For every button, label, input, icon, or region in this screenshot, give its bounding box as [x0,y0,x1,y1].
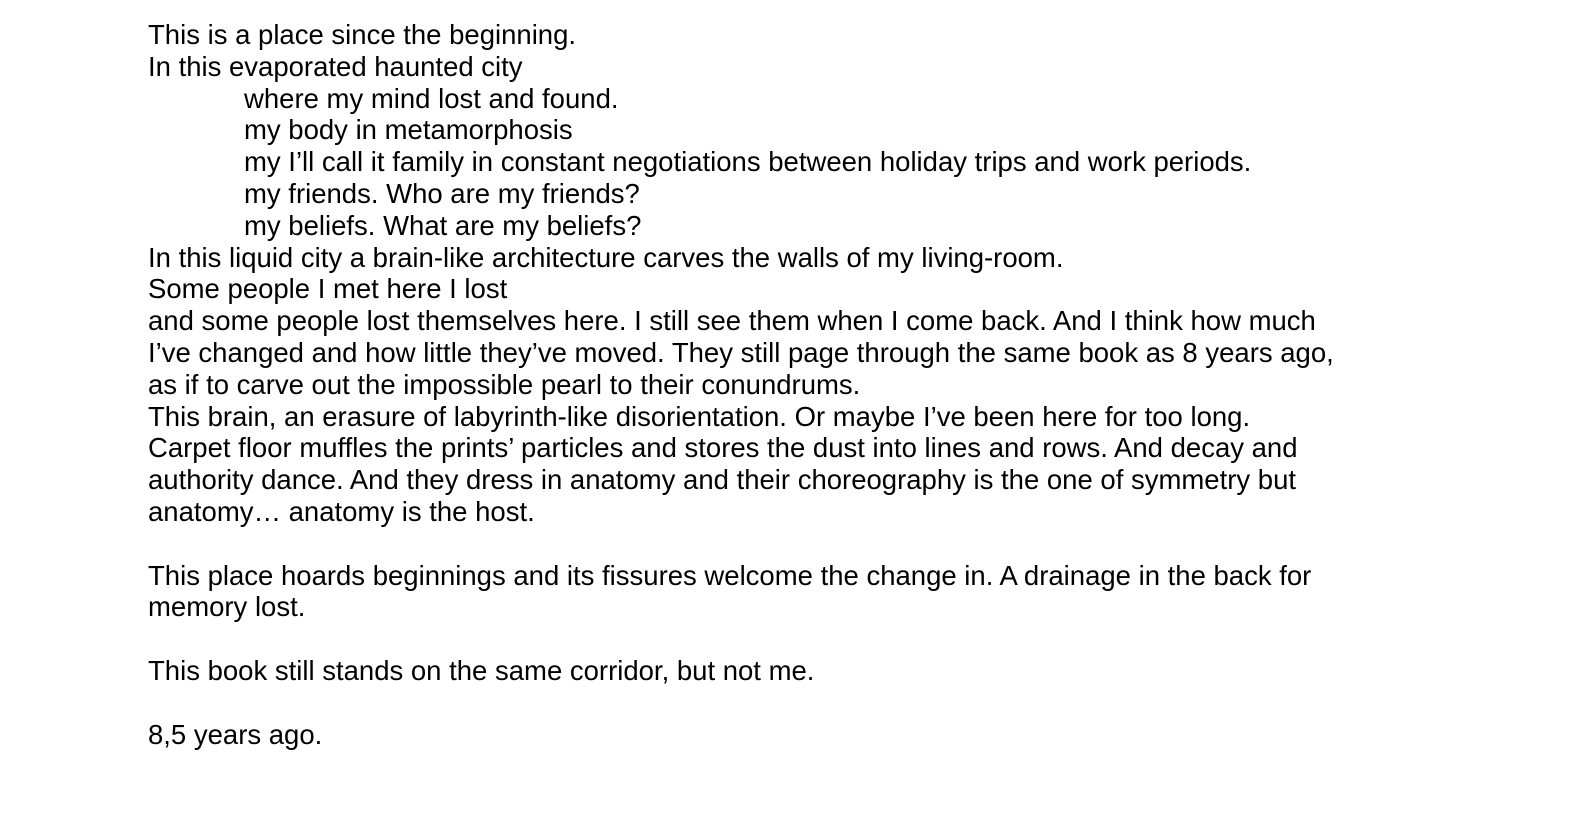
indented-text-line: my beliefs. What are my beliefs? [244,209,642,241]
paragraph-spacer [148,623,1576,655]
text-line: I’ve changed and how little they’ve moved. They still page through the same book as 8 years ago, [148,336,1334,368]
indented-text-line: my I’ll call it family in constant negotiations between holiday trips and work periods. [244,146,1252,178]
paragraph-spacer [148,687,1576,719]
text-line: as if to carve out the impossible pearl to their conundrums. [148,368,861,400]
text-line: and some people lost themselves here. I still see them when I come back. And I think how much [148,305,1316,337]
text-line: This place hoards beginnings and its fissures welcome the change in. A drainage in the back for [148,559,1312,591]
text-line: 8,5 years ago. [148,718,323,750]
text-line: This book still stands on the same corridor, but not me. [148,654,815,686]
text-line: In this liquid city a brain-like architecture carves the walls of my living-room. [148,241,1064,273]
text-line: This is a place since the beginning. [148,19,577,50]
text-line: memory lost. [148,591,306,623]
indented-text-line: where my mind lost and found. [244,82,619,114]
text-line: This brain, an erasure of labyrinth-like disorientation. Or maybe I’ve been here for too long. [148,400,1251,432]
text-line: anatomy… anatomy is the host. [148,495,535,527]
indented-text-line: my friends. Who are my friends? [244,177,640,209]
text-line: Some people I met here I lost [148,273,508,305]
indented-text-line: my body in metamorphosis [244,114,573,146]
paragraph-spacer [148,528,1576,560]
text-line: Carpet floor muffles the prints’ particles and stores the dust into lines and rows. And decay and [148,432,1298,464]
text-line: In this evaporated haunted city [148,50,523,82]
text-line: authority dance. And they dress in anatomy and their choreography is the one of symmetry but [148,464,1297,496]
